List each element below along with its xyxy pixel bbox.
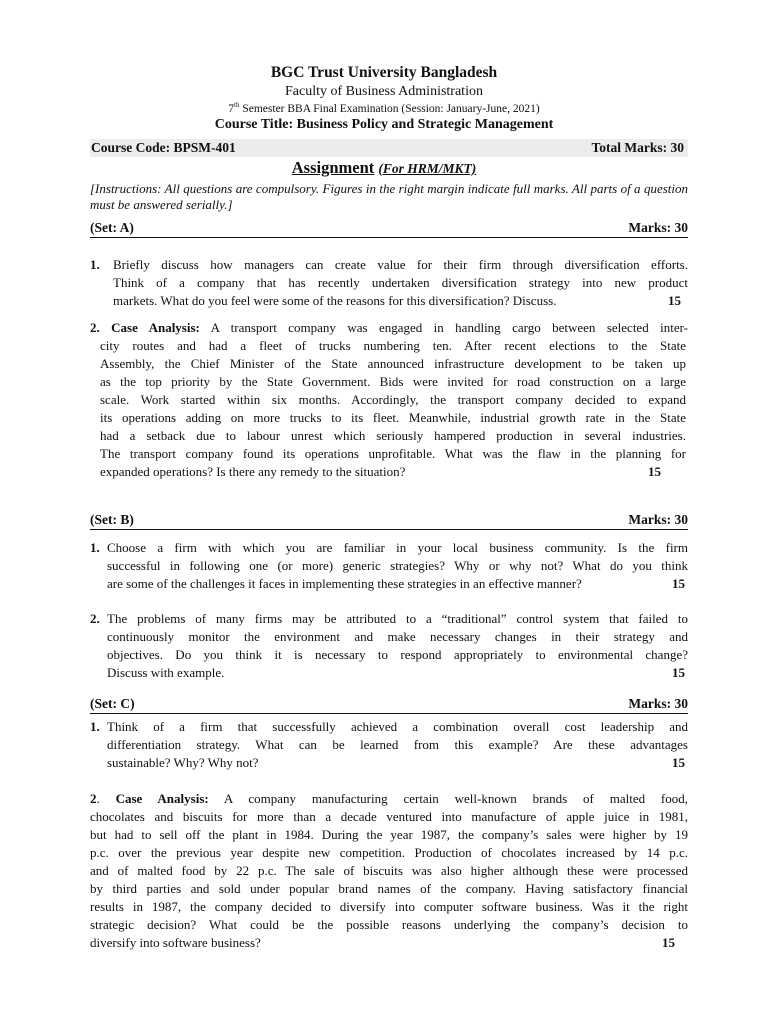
question-line: Think of a firm that successfully achieved a combination overall cost leadership and [107,719,688,734]
question-line: expanded operations? Is there any remedy to the situation? [100,464,406,479]
set-a-question-2 [90,319,688,481]
assignment-audience: (For HRM/MKT) [378,161,477,176]
set-c-question-1 [90,718,688,772]
set-c-label: (Set: C) [90,696,135,711]
question-line: The problems of many firms may be attributed to a “traditional” control system that failed to [107,611,688,626]
question-marks: 15 [672,755,685,770]
assignment-heading: Assignment [291,158,375,177]
question-line: objectives. Do you think it is necessary to respond appropriately to environmental change? [107,647,688,662]
question-line: successful in following one (or more) generic strategies? Why or why not? What do you think [107,558,688,573]
question-line: Think of a company that has recently undertaken diversification strategy into new product [113,275,688,290]
case-analysis-heading: Case Analysis: [115,791,209,806]
question-line: continuously monitor the environment and make necessary changes in their strategy and [107,629,688,644]
set-a-marks: Marks: 30 [628,220,688,235]
question-marks: 15 [668,293,681,308]
question-line: results in 1987, the company decided to diversify into computer software business. Was it the right [90,899,688,914]
question-line: sustainable? Why? Why not? [107,755,259,770]
question-line: Discuss with example. [107,665,225,680]
set-b-question-1 [90,539,688,593]
instructions: [Instructions: All questions are compulsory. Figures in the right margin indicate full marks. All parts of a question must be answered serially.] [90,181,688,212]
question-line: diversify into software business? [90,935,261,950]
question-line: as the top priority by the State Government. Bids were invited for road construction on a large [100,374,686,389]
exam-semester: 7 [228,102,235,115]
faculty-name: Faculty of Business Administration [285,84,483,99]
exam-line [0,101,768,115]
set-b-header [90,512,688,530]
question-line: strategic decision? What could be the possible reasons underlying the company’s decision to [90,917,688,932]
question-line: Briefly discuss how managers can create value for their firm through diversification efforts. [113,257,688,272]
question-line: scale. Work started within six months. Accordingly, the transport company decided to expand [100,392,686,407]
set-a-header [90,220,688,238]
question-line: Assembly, the Chief Minister of the State announced infrastructure development to be taken up [100,356,686,371]
question-line: The transport company found its operations unprofitable. What was the flaw in the planning for [100,446,686,461]
question-line: Choose a firm with which you are familiar in your local business community. Is the firm [107,540,688,555]
question-line: p.c. over the previous year despite new competition. Production of chocolates increased by 14 p.c. [90,845,688,860]
question-line: differentiation strategy. What can be learned from this example? Are these advantages [107,737,688,752]
set-c-question-2: 2. Case Analysis: A company manufacturing certain well-known brands of malted food, chocolates and biscuits for more than a decade ventured into manufacture of apple juice in 1981, but had to sell off the plant in 1984. During the year 1987, the company’s sales were higher by 19 p.c. over the previous year despite new competition. Production of chocolates increased by 14 p.c. and of malted food by 22 p.c. The sale of biscuits was also higher although these were processed by third parties and sold under popular brand names of the company. Having satisfactory financial results in 1987, the company decided to diversify into computer software business. Was it the right strategic decision? What could be the possible reasons underlying the company’s decision to diversify into software business? 15 [90,791,688,950]
question-line: city routes and had a fleet of trucks numbering ten. After recent elections to the State [100,338,686,353]
total-marks: Total Marks: 30 [591,140,684,155]
question-marks: 15 [672,665,685,680]
question-line: and of malted food by 22 p.c. The sale of biscuits was also higher although these were processed [90,863,688,878]
assignment-title [0,158,768,178]
question-line: chocolates and biscuits for more than a decade ventured into manufacture of apple juice in 1981, [90,809,688,824]
question-line: A transport company was engaged in handling cargo between selected inter- [199,320,689,335]
exam-session: Semester BBA Final Examination (Session: January-June, 2021) [239,102,540,115]
exam-ordinal: th [234,101,240,109]
question-number: 1. [90,540,100,555]
question-marks: 15 [648,464,661,479]
question-line: markets. What do you feel were some of the reasons for this diversification? Discuss. [113,293,557,308]
question-number: 2 [90,791,97,806]
question-line: had a setback due to labour unrest which seriously hampered production in several industries. [100,428,686,443]
question-number: 2. [90,611,100,626]
question-marks: 15 [662,935,675,950]
course-code: Course Code: BPSM-401 [91,140,236,155]
question-line: by third parties and sold under popular brand names of the company. Having satisfactory financial [90,881,688,896]
set-b-marks: Marks: 30 [628,512,688,527]
question-number: 2. [90,320,100,335]
question-number: 1. [90,257,100,272]
question-marks: 15 [672,576,685,591]
case-analysis-heading: Case Analysis: [111,320,200,335]
university-name: BGC Trust University Bangladesh [270,64,498,81]
question-line: are some of the challenges it faces in implementing these strategies in an effective manner? [107,576,582,591]
question-number: 1. [90,719,100,734]
set-a-question-1 [90,256,688,310]
set-a-label: (Set: A) [90,220,134,235]
set-c-header [90,696,688,714]
question-line: A company manufacturing certain well-known brands of malted food, [208,791,688,806]
question-line: but had to sell off the plant in 1984. During the year 1987, the company’s sales were higher by 19 [90,827,688,842]
question-line: its operations adding on more trucks to its fleet. Meanwhile, industrial growth rate in the State [100,410,686,425]
set-b-question-2 [90,610,688,682]
course-code-bar [90,139,688,157]
set-c-marks: Marks: 30 [628,696,688,711]
course-title: Course Title: Business Policy and Strategic Management [214,117,554,132]
set-b-label: (Set: B) [90,512,134,527]
